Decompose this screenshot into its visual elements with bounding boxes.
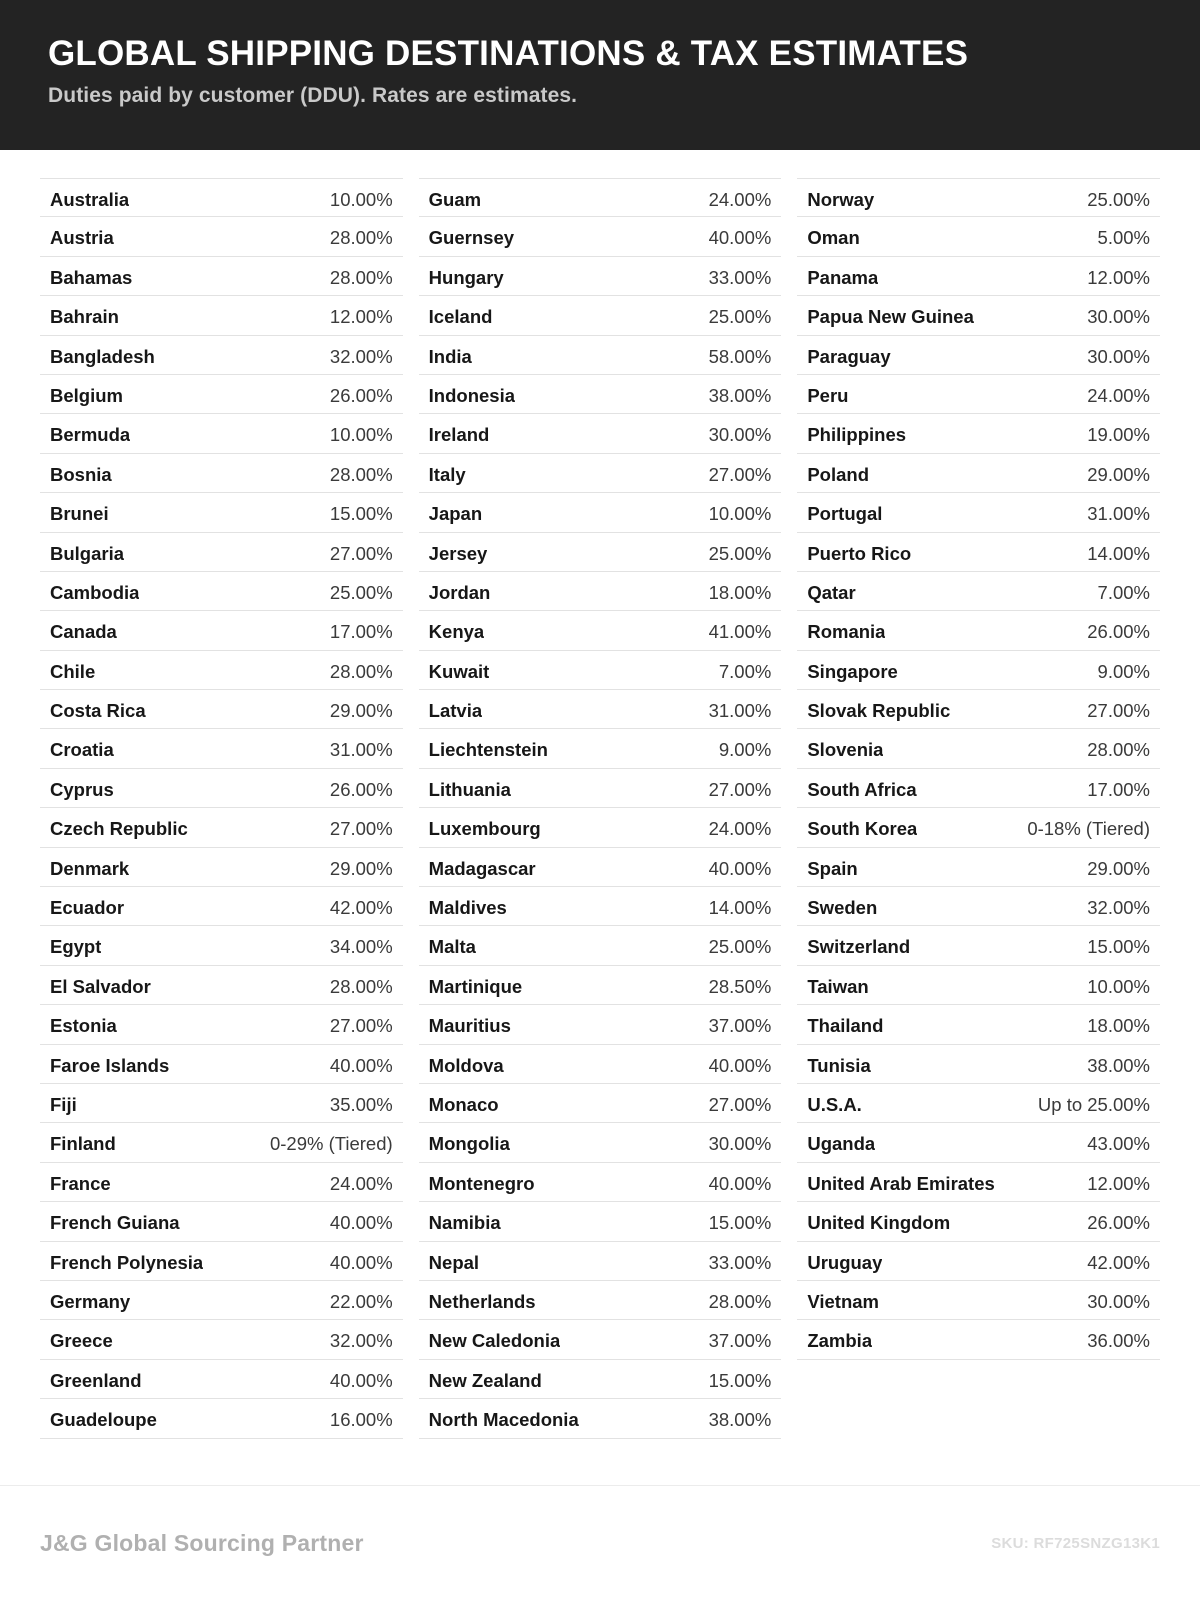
table-row [419, 1163, 782, 1202]
table-row [797, 257, 1160, 296]
table-row [40, 887, 403, 926]
tax-rate-value: 25.00% [708, 542, 772, 564]
footer-brand: J&G Global Sourcing Partner [40, 1529, 364, 1556]
country-name: New Zealand [428, 1369, 542, 1391]
country-name: Malta [428, 936, 476, 958]
country-name: United Arab Emirates [807, 1172, 995, 1194]
tax-rate-value: 25.00% [708, 306, 772, 328]
tax-rate-value: 24.00% [329, 1172, 393, 1194]
tax-rate-value: 38.00% [708, 1409, 772, 1431]
tax-rate-value: 18.00% [708, 581, 772, 603]
country-name: New Caledonia [428, 1330, 561, 1352]
tax-rate-value: 12.00% [1087, 266, 1151, 288]
tax-rate-value: 29.00% [329, 857, 393, 879]
table-row [419, 611, 782, 650]
table-row [797, 1242, 1160, 1281]
tax-rate-value: 29.00% [1087, 857, 1151, 879]
tax-rate-value: 28.00% [329, 227, 393, 249]
country-name: Faroe Islands [50, 1054, 170, 1076]
table-row [419, 1202, 782, 1241]
country-name: Martinique [428, 975, 523, 997]
table-row [419, 1045, 782, 1084]
tax-rate-value: 12.00% [1087, 1172, 1151, 1194]
tax-rate-value: 9.00% [718, 739, 772, 761]
tax-rate-value: 14.00% [708, 897, 772, 919]
tax-rate-value: 37.00% [708, 1330, 772, 1352]
table-row [40, 493, 403, 532]
country-name: Guernsey [428, 227, 515, 249]
tax-rate-value: 0-18% (Tiered) [1027, 818, 1151, 840]
tax-rate-value: 0-29% (Tiered) [269, 1133, 393, 1155]
table-row [797, 966, 1160, 1005]
tax-rate-value: 29.00% [329, 700, 393, 722]
table-row [419, 690, 782, 729]
tax-rate-value: 32.00% [329, 345, 393, 367]
country-name: Germany [50, 1290, 131, 1312]
country-name: Czech Republic [50, 818, 188, 840]
country-name: Australia [50, 189, 130, 210]
country-name: Italy [428, 463, 466, 485]
table-row [797, 178, 1160, 217]
table-row [40, 1399, 403, 1438]
tax-rate-value: 15.00% [708, 1212, 772, 1234]
tax-rate-value: 24.00% [708, 818, 772, 840]
tax-rate-value: 10.00% [1087, 975, 1151, 997]
tax-rate-value: 33.00% [708, 1251, 772, 1273]
tax-rate-value: 31.00% [329, 739, 393, 761]
tax-rate-value: 34.00% [329, 936, 393, 958]
tax-rate-value: 40.00% [708, 857, 772, 879]
country-name: Lithuania [428, 778, 511, 800]
table-row [419, 533, 782, 572]
country-name: Tunisia [807, 1054, 871, 1076]
country-name: Liechtenstein [428, 739, 548, 761]
table-row [797, 808, 1160, 847]
country-name: Iceland [428, 306, 493, 328]
tax-rate-value: 36.00% [1087, 1330, 1151, 1352]
country-name: Papua New Guinea [807, 306, 974, 328]
tax-rate-value: 17.00% [329, 621, 393, 643]
country-name: Peru [807, 384, 849, 406]
table-row [40, 1005, 403, 1044]
country-name: Romania [807, 621, 886, 643]
table-row [797, 769, 1160, 808]
country-name: Bermuda [50, 424, 131, 446]
country-name: Chile [50, 660, 96, 682]
table-row [797, 336, 1160, 375]
country-name: Guam [428, 189, 482, 210]
country-name: Fiji [50, 1093, 77, 1115]
tax-rate-value: 30.00% [1087, 345, 1151, 367]
table-row [797, 1163, 1160, 1202]
table-row [40, 414, 403, 453]
table-row [419, 336, 782, 375]
country-name: Estonia [50, 1015, 117, 1037]
table-row [419, 572, 782, 611]
table-row [419, 966, 782, 1005]
tax-rate-value: 27.00% [708, 778, 772, 800]
table-row [40, 1202, 403, 1241]
country-name: Kenya [428, 621, 485, 643]
tax-rate-value: 32.00% [1087, 897, 1151, 919]
tax-rate-value: 32.00% [329, 1330, 393, 1352]
table-row [40, 257, 403, 296]
tax-rate-value: 30.00% [708, 1133, 772, 1155]
tax-rate-value: 31.00% [1087, 503, 1151, 525]
country-name: Greece [50, 1330, 113, 1352]
country-name: United Kingdom [807, 1212, 951, 1234]
table-row [797, 454, 1160, 493]
country-name: Netherlands [428, 1290, 536, 1312]
tax-rate-value: 35.00% [329, 1093, 393, 1115]
page-title: GLOBAL SHIPPING DESTINATIONS & TAX ESTIMATES [48, 34, 969, 73]
table-row [797, 651, 1160, 690]
tax-rate-value: Up to 25.00% [1037, 1093, 1151, 1115]
country-name: Greenland [50, 1369, 142, 1391]
country-name: South Korea [807, 818, 918, 840]
table-row [797, 493, 1160, 532]
country-name: Paraguay [807, 345, 891, 367]
table-row [40, 611, 403, 650]
tax-rate-value: 26.00% [329, 778, 393, 800]
country-name: Monaco [428, 1093, 499, 1115]
table-row [40, 966, 403, 1005]
country-name: French Polynesia [50, 1251, 204, 1273]
country-name: Slovak Republic [807, 700, 951, 722]
tax-rate-value: 30.00% [708, 424, 772, 446]
table-row [419, 375, 782, 414]
tax-rate-value: 38.00% [1087, 1054, 1151, 1076]
tax-rate-value: 27.00% [329, 818, 393, 840]
table-row [419, 808, 782, 847]
tax-rate-value: 26.00% [1087, 1212, 1151, 1234]
tax-rate-value: 33.00% [708, 266, 772, 288]
country-name: Panama [807, 266, 879, 288]
tax-rate-value: 30.00% [1087, 306, 1151, 328]
table-row [40, 651, 403, 690]
country-name: Mauritius [428, 1015, 511, 1037]
tax-rate-value: 15.00% [708, 1369, 772, 1391]
table-row [797, 217, 1160, 256]
country-name: Austria [50, 227, 114, 249]
country-name: Ireland [428, 424, 490, 446]
table-row [40, 808, 403, 847]
tax-rate-value: 25.00% [1087, 189, 1151, 210]
page-footer [0, 1485, 1200, 1600]
country-name: Croatia [50, 739, 114, 761]
country-name: Spain [807, 857, 858, 879]
tax-rate-value: 26.00% [1087, 621, 1151, 643]
country-name: Nepal [428, 1251, 480, 1273]
tax-rate-value: 28.00% [329, 266, 393, 288]
table-row [40, 375, 403, 414]
table-row [419, 1320, 782, 1359]
page-subtitle: Duties paid by customer (DDU). Rates are estimates. [48, 84, 578, 108]
tax-rate-value: 10.00% [708, 503, 772, 525]
tax-rate-value: 15.00% [329, 503, 393, 525]
tax-rate-value: 18.00% [1087, 1015, 1151, 1037]
table-row [40, 1320, 403, 1359]
tax-rate-value: 28.00% [329, 975, 393, 997]
rates-columns [0, 150, 1200, 1439]
table-row [419, 257, 782, 296]
table-row [40, 1163, 403, 1202]
table-row [419, 1242, 782, 1281]
table-row [797, 414, 1160, 453]
table-row [797, 1045, 1160, 1084]
tax-rate-value: 17.00% [1087, 778, 1151, 800]
tax-rate-value: 12.00% [329, 306, 393, 328]
country-name: Switzerland [807, 936, 911, 958]
country-name: Thailand [807, 1015, 884, 1037]
tax-rate-value: 28.00% [708, 1290, 772, 1312]
tax-rate-value: 19.00% [1087, 424, 1151, 446]
country-name: Jersey [428, 542, 488, 564]
country-name: Belgium [50, 384, 123, 406]
tax-rate-value: 22.00% [329, 1290, 393, 1312]
country-name: Bangladesh [50, 345, 155, 367]
country-name: Singapore [807, 660, 898, 682]
tax-rate-value: 31.00% [708, 700, 772, 722]
table-row [419, 178, 782, 217]
table-row [40, 454, 403, 493]
tax-rate-value: 27.00% [708, 463, 772, 485]
rates-column-2 [419, 178, 782, 1439]
country-name: North Macedonia [428, 1409, 579, 1431]
table-row [419, 1123, 782, 1162]
country-name: El Salvador [50, 975, 151, 997]
table-row [40, 336, 403, 375]
table-row [40, 1360, 403, 1399]
tax-rate-value: 7.00% [718, 660, 772, 682]
country-name: Qatar [807, 581, 856, 603]
tax-rate-value: 28.00% [329, 660, 393, 682]
table-row [40, 1045, 403, 1084]
table-row [40, 533, 403, 572]
table-row [419, 1281, 782, 1320]
country-name: French Guiana [50, 1212, 180, 1234]
country-name: Poland [807, 463, 870, 485]
country-name: Norway [807, 189, 875, 210]
tax-rate-value: 30.00% [1087, 1290, 1151, 1312]
country-name: South Africa [807, 778, 917, 800]
country-name: Guadeloupe [50, 1409, 157, 1431]
tax-rate-value: 40.00% [329, 1054, 393, 1076]
page-header [0, 0, 1200, 150]
country-name: Egypt [50, 936, 102, 958]
table-row [419, 887, 782, 926]
table-row [40, 690, 403, 729]
country-name: Maldives [428, 897, 507, 919]
country-name: Vietnam [807, 1290, 879, 1312]
table-row [419, 217, 782, 256]
table-row [419, 926, 782, 965]
country-name: Bahrain [50, 306, 119, 328]
table-row [797, 690, 1160, 729]
tax-rate-value: 15.00% [1087, 936, 1151, 958]
country-name: Costa Rica [50, 700, 146, 722]
tax-rate-value: 28.50% [708, 975, 772, 997]
tax-rate-value: 27.00% [1087, 700, 1151, 722]
tax-rate-value: 40.00% [329, 1212, 393, 1234]
table-row [419, 769, 782, 808]
country-name: Denmark [50, 857, 130, 879]
country-name: Canada [50, 621, 117, 643]
tax-rate-value: 29.00% [1087, 463, 1151, 485]
country-name: Indonesia [428, 384, 516, 406]
country-name: Philippines [807, 424, 907, 446]
tax-rate-value: 25.00% [708, 936, 772, 958]
table-row [797, 1005, 1160, 1044]
country-name: Sweden [807, 897, 878, 919]
table-row [797, 1320, 1160, 1359]
country-name: Luxembourg [428, 818, 541, 840]
tax-rate-value: 14.00% [1087, 542, 1151, 564]
table-row [40, 296, 403, 335]
table-row [797, 611, 1160, 650]
tax-rate-value: 16.00% [329, 1409, 393, 1431]
table-row [40, 572, 403, 611]
country-name: Brunei [50, 503, 109, 525]
table-row [40, 1084, 403, 1123]
tax-rate-value: 26.00% [329, 384, 393, 406]
country-name: Ecuador [50, 897, 125, 919]
tax-rate-value: 27.00% [329, 1015, 393, 1037]
tax-rate-value: 43.00% [1087, 1133, 1151, 1155]
table-row [419, 493, 782, 532]
tax-rate-value: 27.00% [329, 542, 393, 564]
tax-rate-value: 40.00% [329, 1369, 393, 1391]
table-row [797, 729, 1160, 768]
table-row [40, 1123, 403, 1162]
country-name: U.S.A. [807, 1093, 862, 1115]
country-name: Bosnia [50, 463, 112, 485]
country-name: Madagascar [428, 857, 536, 879]
country-name: Slovenia [807, 739, 884, 761]
table-row [419, 1005, 782, 1044]
tax-rate-value: 42.00% [1087, 1251, 1151, 1273]
tax-rate-value: 5.00% [1097, 227, 1151, 249]
table-row [40, 1281, 403, 1320]
country-name: Oman [807, 227, 860, 249]
country-name: Bulgaria [50, 542, 125, 564]
tax-rate-value: 10.00% [329, 424, 393, 446]
tax-rate-value: 27.00% [708, 1093, 772, 1115]
country-name: Cyprus [50, 778, 114, 800]
country-name: Moldova [428, 1054, 504, 1076]
country-name: Portugal [807, 503, 883, 525]
table-row [40, 769, 403, 808]
table-row [40, 926, 403, 965]
table-row [419, 454, 782, 493]
tax-rate-value: 38.00% [708, 384, 772, 406]
tax-rate-value: 40.00% [329, 1251, 393, 1273]
table-row [797, 375, 1160, 414]
table-row [419, 414, 782, 453]
table-row [40, 1242, 403, 1281]
tax-rate-value: 24.00% [708, 189, 772, 210]
country-name: Montenegro [428, 1172, 535, 1194]
country-name: Japan [428, 503, 483, 525]
tax-rate-value: 24.00% [1087, 384, 1151, 406]
country-name: Finland [50, 1133, 116, 1155]
table-row [797, 1202, 1160, 1241]
tax-rate-value: 9.00% [1097, 660, 1151, 682]
table-row [40, 178, 403, 217]
country-name: France [50, 1172, 111, 1194]
country-name: Zambia [807, 1330, 873, 1352]
table-row [797, 887, 1160, 926]
table-row [797, 926, 1160, 965]
tax-rate-value: 28.00% [1087, 739, 1151, 761]
table-row [797, 1084, 1160, 1123]
table-row [797, 296, 1160, 335]
table-row [797, 572, 1160, 611]
country-name: Namibia [428, 1212, 501, 1234]
table-row [419, 1360, 782, 1399]
table-row [40, 848, 403, 887]
tax-rate-value: 41.00% [708, 621, 772, 643]
tax-rate-value: 10.00% [329, 189, 393, 210]
country-name: Cambodia [50, 581, 140, 603]
table-row [419, 1084, 782, 1123]
table-row [797, 1123, 1160, 1162]
country-name: Hungary [428, 266, 504, 288]
footer-sku: SKU: RF725SNZG13K1 [991, 1534, 1160, 1552]
table-row [40, 729, 403, 768]
tax-rate-value: 28.00% [329, 463, 393, 485]
tax-rate-value: 42.00% [329, 897, 393, 919]
table-row [797, 533, 1160, 572]
rates-column-1 [40, 178, 403, 1439]
tax-rate-value: 40.00% [708, 227, 772, 249]
country-name: Jordan [428, 581, 491, 603]
table-row [40, 217, 403, 256]
table-row [419, 729, 782, 768]
tax-rate-value: 7.00% [1097, 581, 1151, 603]
country-name: Bahamas [50, 266, 133, 288]
country-name: Kuwait [428, 660, 490, 682]
table-row [797, 1281, 1160, 1320]
table-row [419, 296, 782, 335]
tax-rate-value: 40.00% [708, 1172, 772, 1194]
tax-rate-value: 40.00% [708, 1054, 772, 1076]
country-name: Puerto Rico [807, 542, 912, 564]
table-row [797, 848, 1160, 887]
tax-rate-value: 25.00% [329, 581, 393, 603]
country-name: Uganda [807, 1133, 876, 1155]
table-row [419, 651, 782, 690]
tax-rate-value: 37.00% [708, 1015, 772, 1037]
country-name: Latvia [428, 700, 483, 722]
tax-rate-value: 58.00% [708, 345, 772, 367]
rates-column-3 [797, 178, 1160, 1439]
country-name: Taiwan [807, 975, 869, 997]
country-name: India [428, 345, 472, 367]
table-row [419, 848, 782, 887]
country-name: Uruguay [807, 1251, 883, 1273]
country-name: Mongolia [428, 1133, 510, 1155]
table-row [419, 1399, 782, 1438]
